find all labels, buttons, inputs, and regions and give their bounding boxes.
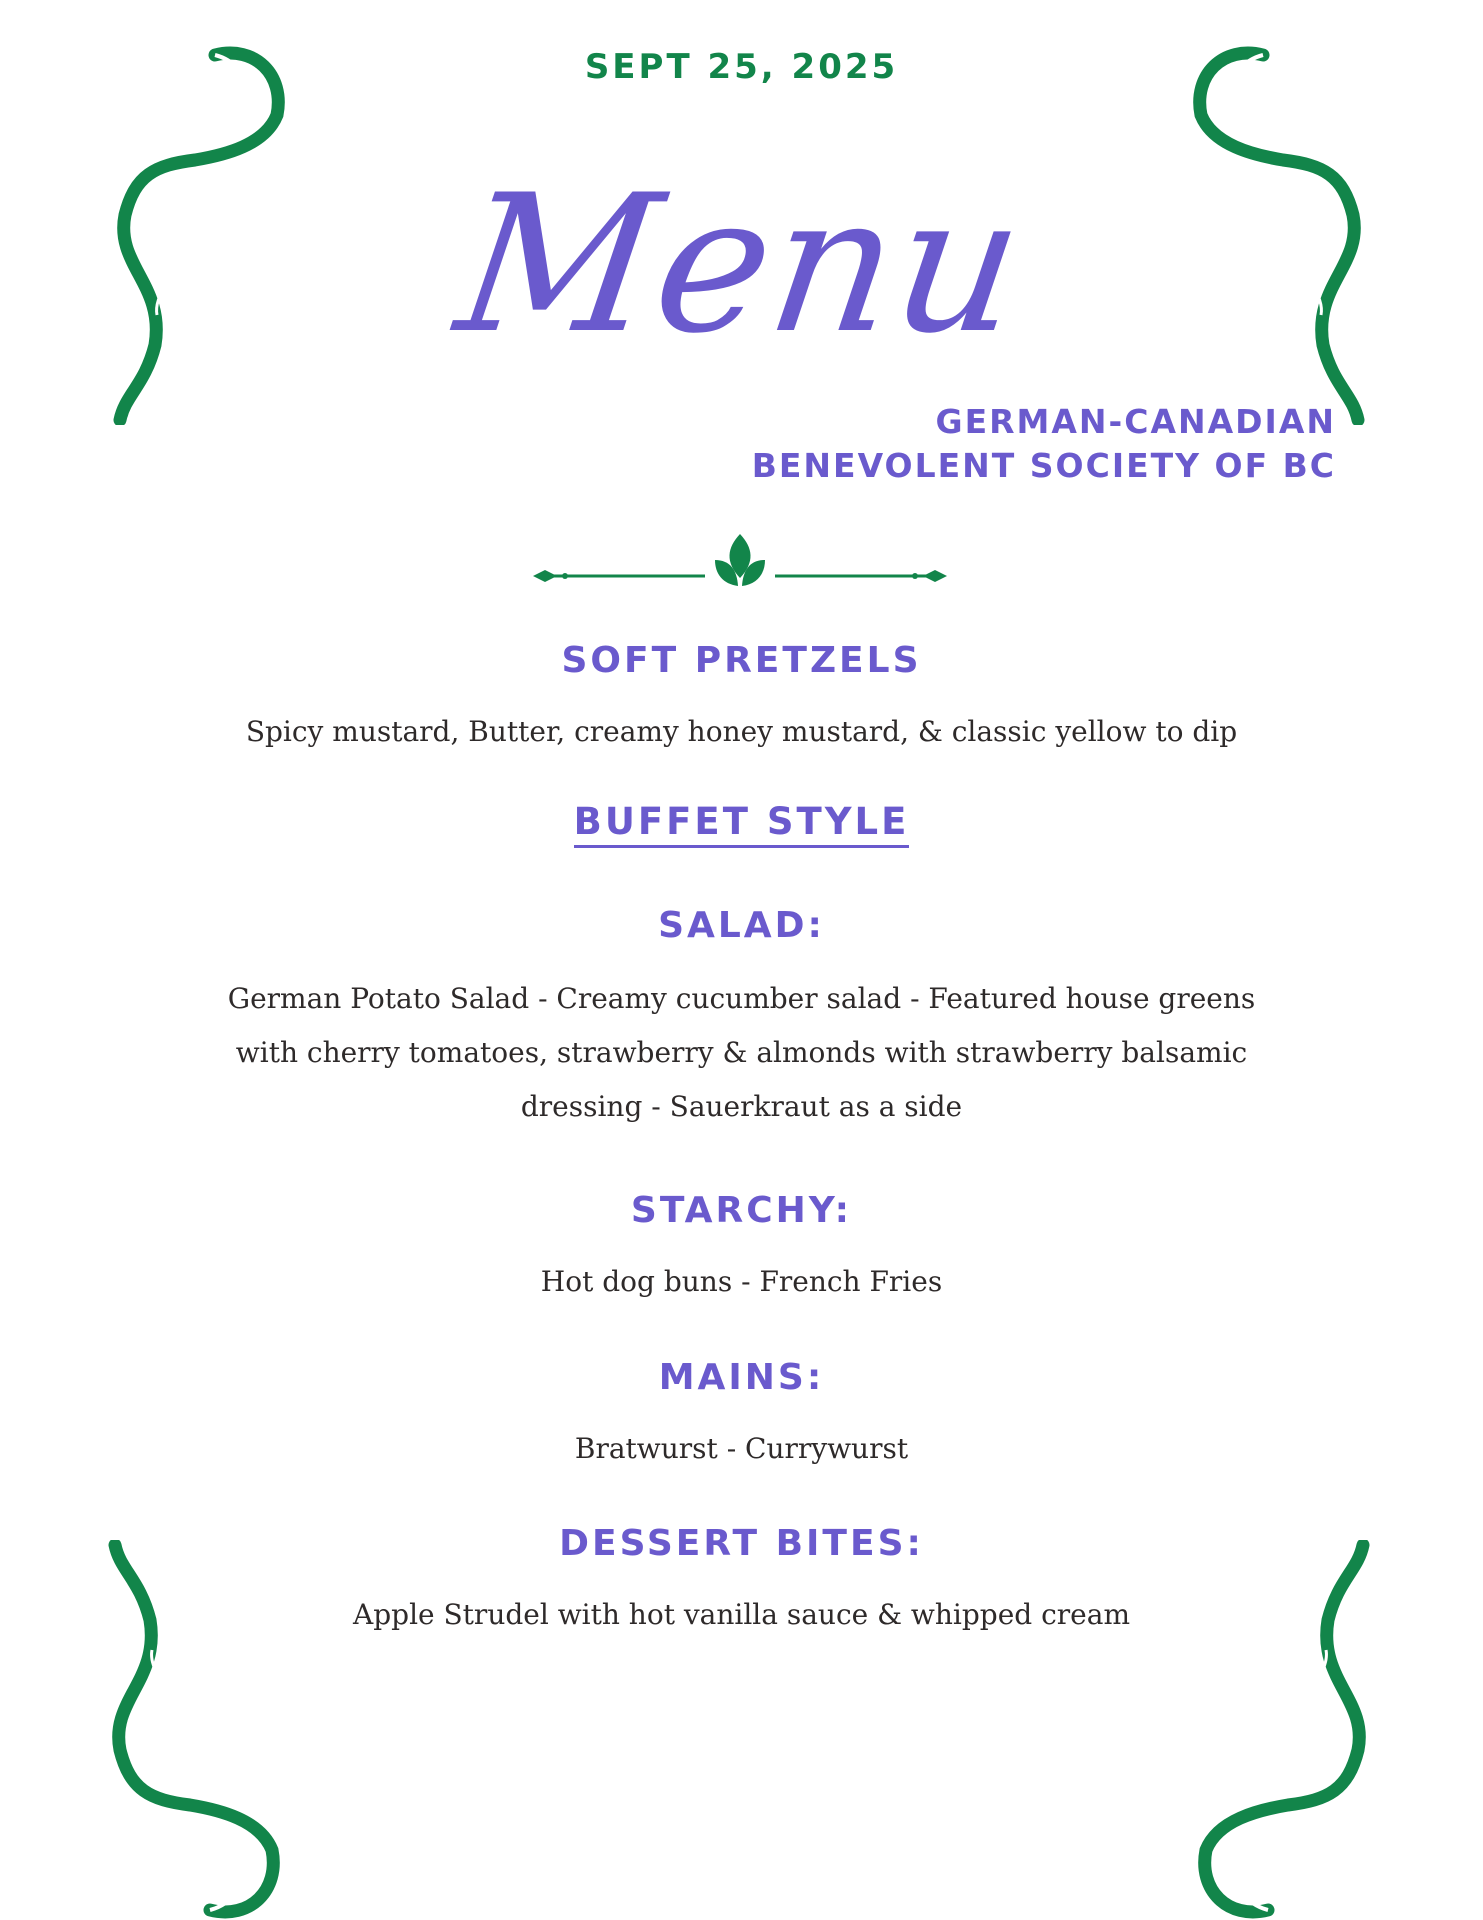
page-title: Menu: [446, 154, 1037, 375]
salad-description: German Potato Salad - Creamy cucumber salad - Featured house greens with cherry tomatoes, strawberry & almonds with strawberry balsamic dressing - Sauerkraut as a side: [227, 982, 1256, 1123]
dessert-description: Apple Strudel with hot vanilla sauce & whipped cream: [353, 1598, 1130, 1631]
pretzels-description: Spicy mustard, Butter, creamy honey mustard, & classic yellow to dip: [245, 715, 1238, 748]
starchy-description: Hot dog buns - French Fries: [540, 1265, 943, 1298]
mains-description: Bratwurst - Currywurst: [574, 1432, 909, 1465]
buffet-heading-label: BUFFET STYLE: [574, 800, 910, 848]
organization-name: [752, 400, 1336, 488]
mains-heading: MAINS:: [658, 1357, 825, 1398]
organization-line-2: BENEVOLENT SOCIETY OF BC: [751, 446, 1336, 485]
leaf-divider-icon: [525, 530, 955, 590]
pretzels-heading: SOFT PRETZELS: [561, 640, 922, 681]
buffet-heading: [0, 800, 1483, 843]
dessert-heading: DESSERT BITES:: [559, 1523, 924, 1564]
organization-line-1: GERMAN-CANADIAN: [935, 402, 1336, 441]
salad-heading: SALAD:: [658, 905, 825, 946]
event-date: SEPT 25, 2025: [584, 47, 899, 87]
starchy-heading: STARCHY:: [630, 1190, 853, 1231]
